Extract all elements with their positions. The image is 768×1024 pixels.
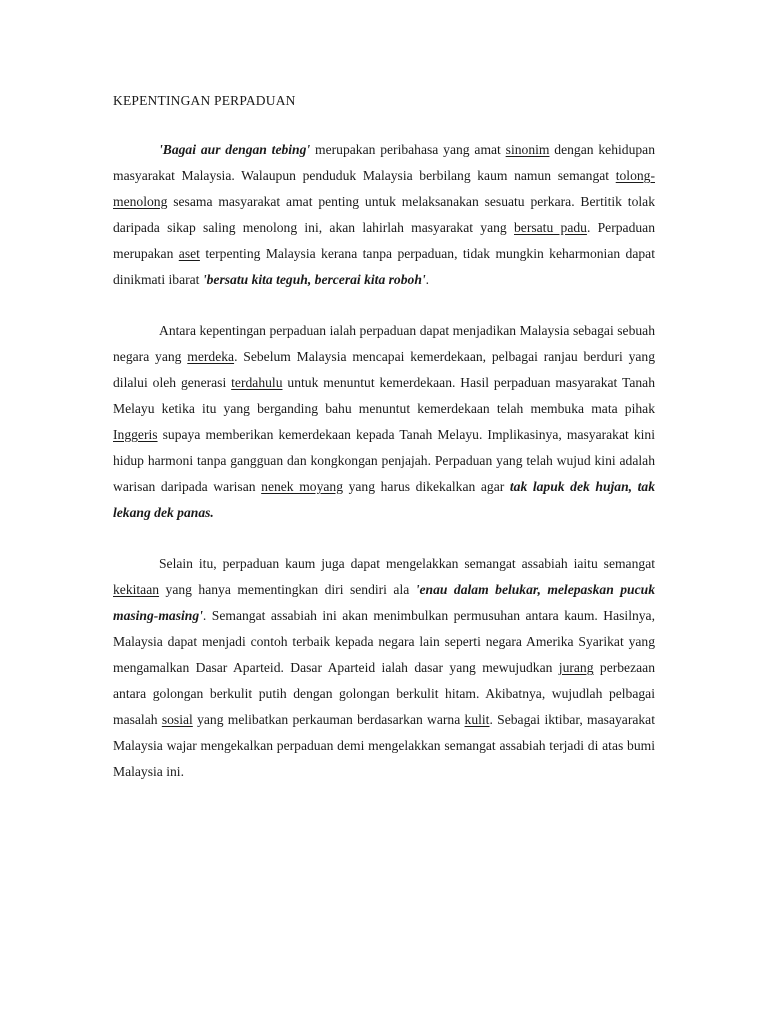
assabiah-segment: sosial (161, 711, 193, 727)
intro-segment: . (425, 271, 430, 287)
merdeka-segment: yang harus dikekalkan agar (343, 478, 510, 494)
intro-segment: dengan kehidupan masyarakat Malaysia. Walaupun penduduk Malaysia berbilang kaum namun semangat (113, 142, 655, 183)
assabiah-segment: . Semangat assabiah ini akan menimbulkan permusuhan antara kaum. Hasilnya, Malaysia dapat menjadi contoh terbaik kepada negara lain seperti negara Amerika Syarikat yang mengamalkan Dasar Aparteid. Dasar Aparteid ialah dasar yang mewujudkan (113, 608, 655, 676)
merdeka-segment: supaya memberikan kemerdekaan kepada Tanah Melayu. Implikasinya, masyarakat kini hidup harmoni tanpa gangguan dan kongkongan penjajah. Perpaduan yang telah wujud kini adalah warisan daripada warisan (113, 426, 655, 494)
assabiah-segment: perbezaan antara golongan berkulit putih dengan golongan berkulit hitam. Akibatnya, wujudlah pelbagai masalah (113, 660, 655, 727)
merdeka-segment: terdahulu (231, 375, 283, 391)
merdeka-segment: Antara kepentingan perpaduan ialah perpaduan dapat menjadikan Malaysia sebagai sebuah negara yang (113, 323, 655, 365)
paragraph-intro (113, 137, 655, 292)
merdeka-segment: merdeka (187, 349, 235, 365)
intro-segment: merupakan peribahasa yang amat (310, 142, 506, 157)
document-page (113, 88, 655, 811)
assabiah-segment: yang hanya mementingkan diri sendiri ala (159, 582, 416, 598)
assabiah-segment: kulit (464, 711, 490, 727)
intro-segment: 'bersatu kita teguh, bercerai kita roboh' (202, 271, 426, 287)
assabiah-segment: kekitaan (113, 582, 160, 598)
assabiah-segment: jurang (558, 660, 594, 676)
assabiah-segment: Selain itu, perpaduan kaum juga dapat mengelakkan semangat assabiah iaitu semangat (159, 556, 655, 572)
assabiah-segment: 'enau dalam belukar, melepaskan pucuk masing-masing' (113, 582, 655, 624)
intro-segment: sesama masyarakat amat penting untuk melaksanakan sesuatu perkara. Bertitik tolak daripada sikap saling menolong ini, akan lahirlah masyarakat yang (113, 193, 655, 235)
merdeka-segment: . Sebelum Malaysia mencapai kemerdekaan, pelbagai ranjau berduri yang dilalui oleh generasi (113, 349, 655, 391)
paragraph-assabiah (113, 551, 655, 784)
document-title: KEPENTINGAN PERPADUAN (113, 93, 296, 108)
intro-segment: 'Bagai aur dengan tebing' (159, 142, 311, 157)
intro-segment: tolong-menolong (113, 167, 655, 209)
intro-segment: . Perpaduan merupakan (113, 219, 655, 261)
assabiah-segment: yang melibatkan perkauman berdasarkan warna (192, 711, 465, 727)
merdeka-segment: nenek moyang (261, 478, 343, 494)
intro-segment: sinonim (505, 142, 550, 157)
paragraph-merdeka (113, 318, 655, 525)
merdeka-segment: untuk menuntut kemerdekaan. Hasil perpaduan masyarakat Tanah Melayu ketika itu yang berganding bahu menuntut kemerdekaan telah membuka mata pihak (113, 375, 655, 417)
merdeka-segment: Inggeris (113, 426, 158, 442)
intro-segment: terpenting Malaysia kerana tanpa perpaduan, tidak mungkin keharmonian dapat dinikmati ibarat (113, 245, 655, 287)
merdeka-segment: tak lapuk dek hujan, tak lekang dek panas. (113, 478, 656, 520)
intro-segment: aset (178, 245, 200, 261)
assabiah-segment: . Sebagai iktibar, masayarakat Malaysia wajar mengekalkan perpaduan demi mengelakkan semangat assabiah terjadi di atas bumi Malaysia ini. (113, 711, 655, 779)
intro-segment: bersatu padu (514, 219, 587, 235)
